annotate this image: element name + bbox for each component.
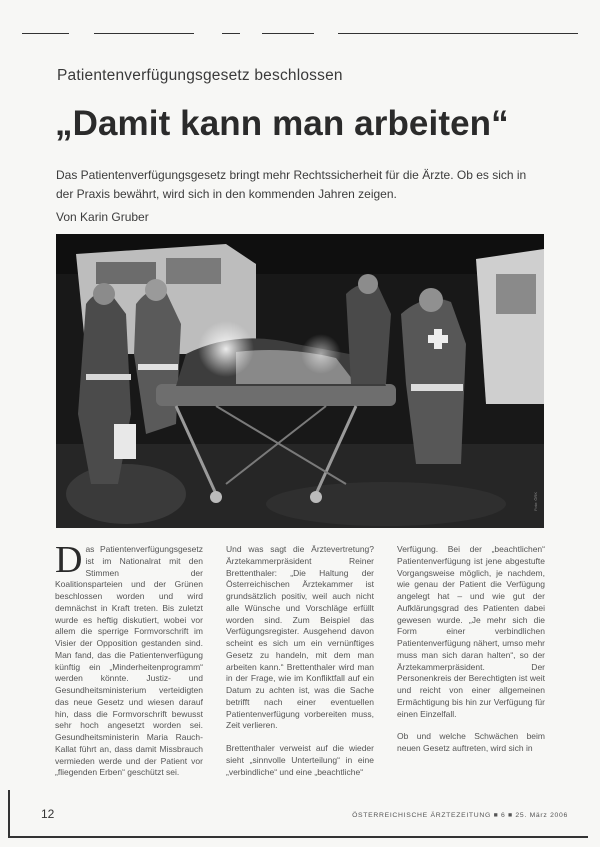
- article-photo: [56, 234, 544, 528]
- body-paragraph: Und was sagt die Ärztevertretung? Ärztekammerpräsident Reiner Brettenthaler: „Die Haltung der Österreichischen Ärztekammer ist grundsätzlich positiv, weil auch nicht alle Wünsche und Vorschläge erfüllt worden sind. Zum Beispiel das Verfügungsregister. Ausgehend davon scheint es sich um ein vernünftiges Gesetz zu handeln, mit dem man arbeiten kann.“ Brettenthaler wird man in der Frage, wie im Konfliktfall auf ein Datum zu achten ist, was die Sache betrifft nach einer eventuellen Patientenverfügung vorbereiten muss, Zeit verlieren.: [226, 544, 374, 731]
- top-rule: [94, 33, 194, 34]
- crop-mark: [8, 790, 10, 838]
- body-paragraph: Ob und welche Schwächen beim neuen Gesetz auftreten, wird sich in: [397, 731, 545, 753]
- footer-source: ÖSTERREICHISCHE ÄRZTEZEITUNG ■ 6 ■ 25. März 2006: [352, 812, 568, 819]
- body-paragraph: Brettenthaler verweist auf die wieder sieht „sinnvolle Unterteilung“ in eine „verbindliche“ und eine „beachtliche“: [226, 743, 374, 777]
- article-lead: Das Patientenverfügungsgesetz bringt mehr Rechtssicherheit für die Ärzte. Ob es sich in der Praxis bewährt, wird sich in den kommenden Jahren zeigen.: [56, 168, 527, 201]
- drop-cap: D: [55, 544, 83, 581]
- article-body: [55, 544, 545, 812]
- body-column-1: [55, 544, 203, 812]
- crop-mark: [8, 836, 588, 838]
- top-rule: [262, 33, 314, 34]
- top-rule: [22, 33, 69, 34]
- page-number: 12: [41, 807, 55, 821]
- photo-credit: Foto: ÖRK: [533, 492, 538, 511]
- article-kicker: Patientenverfügungsgesetz beschlossen: [57, 67, 343, 84]
- body-column-2: [226, 544, 374, 812]
- top-rule: [338, 33, 578, 34]
- body-text: as Patientenverfügungsgesetz ist im Nationalrat mit den Stimmen der Koalitionsparteien und der Grünen beschlossen worden und wird demnächst in Kraft treten. Bis zuletzt wurde es heftig diskutiert, wobei vor allem die sperrige Formvorschrift im Visier der Opposition gestanden sind. Man fand, das die Patientenverfügung künftig ein „Minderheitenprogramm“ werden könnte. Justiz- und Gesundheitsministerium verteidigten das neue Gesetz und wiesen darauf hin, dass die Formvorschrift bewusst sehr hoch angesetzt worden sei. Gesundheitsministerin Maria Rauch-Kallat führt an, dass damit Missbrauch vermieden werde und der Patient vor „fliegenden Erben“ geschützt sei.: [55, 544, 203, 778]
- body-paragraph: [55, 544, 203, 779]
- article-headline: „Damit kann man arbeiten“: [55, 104, 509, 143]
- article-author: Von Karin Gruber: [56, 210, 149, 224]
- body-column-3: [397, 544, 545, 812]
- top-rule: [222, 33, 240, 34]
- body-paragraph: Verfügung. Bei der „beachtlichen“ Patientenverfügung ist jene abgestufte Vorgangsweise möglich, je nachdem, wie genau der Patient die Verfügung angelegt hat – und wie gut der Aufklärungsgrad des Patienten dabei gewesen wurde. „Je mehr sich die Form einer verbindlichen Patientenverfügung nähert, umso mehr muss man sich daran halten“, so der Ärztekammerpräsident. Der Personenkreis der Berechtigten ist weit und reicht von einer allgemeinen Ermächtigung bis hin zur Verfügung für einen Einzelfall.: [397, 544, 545, 719]
